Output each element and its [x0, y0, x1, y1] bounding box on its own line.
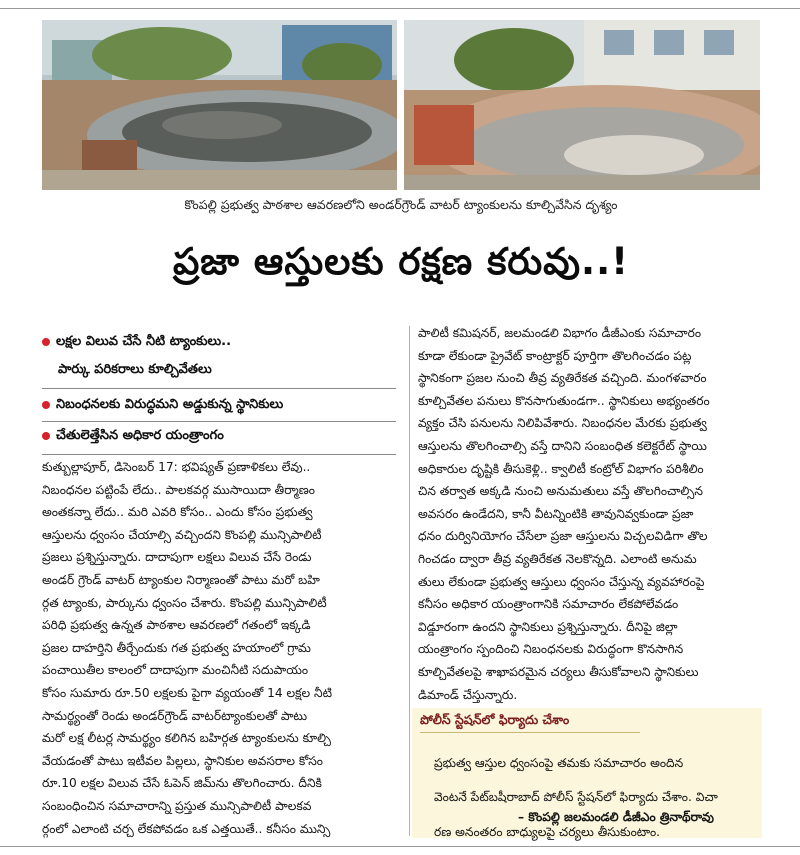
article-line: అండర్‌ గ్రౌండ్‌ వాటర్‌ ట్యాంకుల నిర్మాణంతో పాటు మరో బహి — [42, 572, 320, 587]
article-line: నిబంధనల పట్టింపే లేదు.. పాలకవర్గ ముసాయిదా తీర్మాణం — [42, 482, 315, 497]
article-line: ఆస్తులను తొలగించాల్సి వస్తే దానిని సంబంధిత కలెక్టరేట్‌ స్థాయి — [418, 438, 707, 453]
article-line: కోసం సుమారు రూ.50 లక్షలకు పైగా వ్యయంతో 14 లక్షల నీటి — [42, 685, 332, 700]
column-divider — [409, 326, 410, 836]
demolished-tank-photo-right — [404, 20, 760, 190]
article-line: సంబంధించిన సమాచారాన్ని ప్రస్తుత మున్సిపాలిటీ పాలకవ — [42, 798, 312, 813]
article-line: వేయడంతో పాటు ఇటీవల పిల్లలు, స్థానికుల అవసరాల కోసం — [42, 753, 323, 768]
article-line: ర్గత ట్యాంకు, పార్కును ధ్వంసం చేశారు. కొంపల్లి మున్సిపాలిటీ — [42, 595, 327, 610]
article-line: విడ్డూరంగా ఉందని స్థానికులు ప్రశ్నిస్తున్నారు. దీనిపై జిల్లా — [418, 619, 678, 634]
article-line: అధికారుల దృష్టికి తీసుకెళ్లి.. క్వాలిటీ కంట్రోల్‌ విభాగం పరిశీలిం — [418, 461, 704, 476]
article-line: సామర్థ్యంతో రెండు అండర్‌గ్రౌండ్‌ వాటర్‌ట్యాంకులతో పాటు — [42, 708, 308, 723]
quote-signature: – కొంపల్లి జలమండలి డీజీఎం త్రినాథ్‌రావు — [518, 810, 714, 824]
article-line: ప్రజలు ప్రశ్నిస్తున్నారు. దాదాపుగా లక్షలు విలువ చేసే రెండు — [42, 550, 312, 565]
article-line: పరిధి ప్రభుత్వ ఉన్నత పాఠశాల ఆవరణలో గతంలో ఇక్కడి — [42, 618, 311, 633]
red-bullet-icon — [42, 432, 50, 440]
subhead-3: చేతులెత్తేసిన అధికార యంత్రాంగం — [42, 428, 224, 446]
article-line: ధనం దుర్వినియోగం చేసేలా ప్రజా ఆస్తులను విచ్చలవిడిగా తొల — [418, 529, 708, 544]
article-line: చిన తర్వాత అక్కడి నుంచి అనుమతులు వస్తే తొలగించాల్సిన — [418, 484, 703, 499]
article-line: ఆస్తులను ధ్వంసం చేయాల్సి వచ్చిందని కొంపల్లి మున్సిపాలిటీ — [42, 527, 322, 542]
article-line: ప్రజల దాహర్తిని తీర్చేందుకు గత ప్రభుత్వ హయాంలో గ్రామ — [42, 640, 311, 655]
bottom-border — [0, 846, 800, 847]
red-bullet-icon — [42, 401, 50, 409]
article-line: కుత్బుల్లాపూర్‌, డిసెంబర్‌ 17: భవిష్యత్‌ ప్రణాళికలు లేవు.. — [42, 460, 311, 474]
article-line: పాలిటీ కమిషనర్‌, జలమండలి విభాగం డీజీఎంకు సమాచారం — [418, 326, 702, 340]
subhead-1: లక్షల విలువ చేసే నీటి ట్యాంకులు.. — [42, 334, 231, 352]
article-line: అవసరం ఉండేదని, కానీ వీటన్నింటికి తావునివ్వకుండా ప్రజా — [418, 506, 694, 521]
article-line: వ్యక్తం చేసి పనులను నిలిపివేశారు. నిబంధనల మేరకు ప్రభుత్వ — [418, 416, 707, 431]
divider — [42, 454, 396, 455]
article-line: ప్రభుత్వ ఆస్తుల ధ్వంసంపై తమకు సమాచారం అందిన — [434, 756, 684, 771]
red-bullet-icon — [42, 338, 50, 346]
divider — [42, 388, 396, 389]
top-border — [0, 8, 800, 9]
article-line: యంత్రాంగం స్పందించి నిబంధనలకు విరుద్ధంగా కొనసాగిన — [418, 642, 684, 657]
quote-box-title-underline — [420, 732, 640, 733]
headline: ప్రజా ఆస్తులకు రక్షణ కరువు..! — [172, 240, 630, 283]
article-line: మరో లక్ష లీటర్ల సామర్థ్యం కలిగిన బహిర్గత ట్యాంకులను కూల్చి — [42, 731, 331, 746]
article-line: రూ.10 లక్షల విలువ చేసే ఓపెన్‌ జిమ్‌ను తొలగించారు. దీనికి — [42, 776, 322, 791]
article-line: కూడా లేకుండా ప్రైవేట్‌ కాంట్రాక్టర్‌ పూర్తిగా తొలగించడం పట్ల — [418, 348, 692, 363]
subhead-2: నిబంధనలకు విరుద్ధమని అడ్డుకున్న స్థానికులు — [42, 397, 283, 415]
article-line: పంచాయితీల కాలంలో దాదాపుగా మంచినీటి సదుపాయం — [42, 663, 309, 678]
article-line: అంతకన్నా లేదు.. మరి ఎవరి కోసం.. ఎందు కోసం ప్రభుత్వ — [42, 505, 313, 520]
divider — [42, 421, 396, 422]
demolished-tank-photo-left — [42, 20, 397, 190]
article-right-column — [418, 322, 758, 706]
article-line: రణ అనంతరం బాధ్యులపై చర్యలు తీసుకుంటాం. — [434, 824, 661, 839]
article-line: వెంటనే పేట్‌బషీరాబాద్‌ పోలీస్‌ స్టేషన్‌లో ఫిర్యాదు చేశాం. విచా — [434, 790, 718, 805]
article-line: స్థానికంగా ప్రజల నుంచి తీవ్ర వ్యతిరేకత వచ్చింది. మంగళవారం — [418, 371, 707, 386]
subhead-1-cont: పార్కు పరికరాలు కూల్చివేతలు — [58, 362, 212, 377]
article-line: డిమాండ్‌ చేస్తున్నారు. — [418, 687, 518, 702]
quote-box-title: పోలీస్‌ స్టేషన్‌లో ఫిర్యాదు చేశాం — [420, 712, 570, 727]
quote-box-text — [434, 740, 756, 855]
article-line: కూల్చివేతలపై శాఖాపరమైన చర్యలు తీసుకోవాలని స్థానికులు — [418, 664, 699, 679]
article-line: కనీసం అధికార యంత్రాంగానికి సమాచారం లేకపోలేవడం — [418, 597, 679, 612]
article-line: ర్గంలో ఎలాంటి చర్చ లేకపోవడం ఒక ఎత్తయితే.. కనీసం మున్సి — [42, 821, 331, 836]
photo-caption: కొంపల్లి ప్రభుత్వ పాఠశాల ఆవరణలోని అండర్‌గ్రౌండ్‌ వాటర్‌ ట్యాంకులను కూల్చివేసిన దృశ్యం — [184, 197, 618, 212]
article-line: గించడం ద్వారా తీవ్ర వ్యతిరేకత నెలకొన్నది. ఎలాంటి అనుమ — [418, 551, 697, 566]
article-left-column — [42, 456, 394, 840]
article-line: కూల్చివేతల పనులు కొనసాగుతుండగా.. స్థానికులు అభ్యంతరం — [418, 393, 710, 408]
article-line: తులు లేకుండా ప్రభుత్వ ఆస్తులు ధ్వంసం చేస్తున్న వ్యవహారంపై — [418, 574, 705, 589]
